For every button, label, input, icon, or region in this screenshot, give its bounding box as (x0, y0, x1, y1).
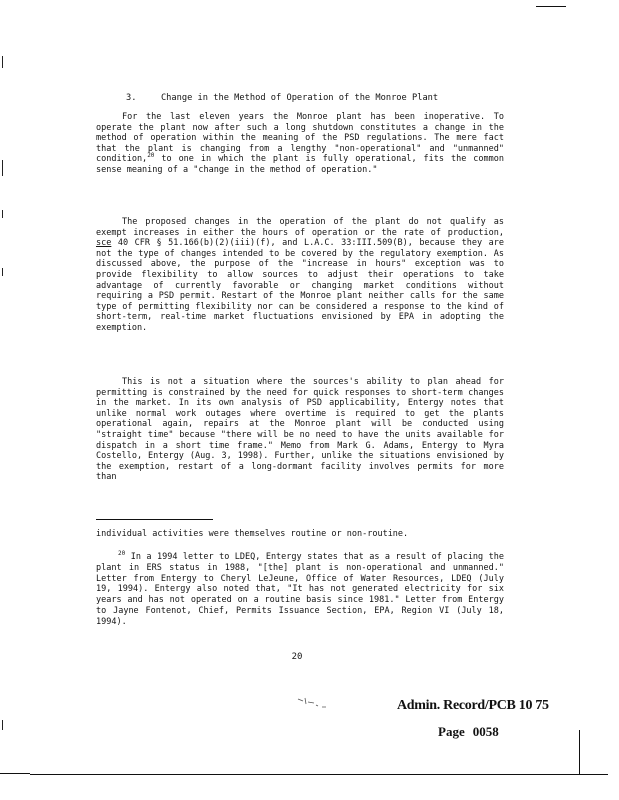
footnote-text: In a 1994 letter to LDEQ, Entergy states that as a result of placing the plant in ERS status in 1988, "[the] plant is non-operational and unmanned." Letter from Entergy to Cheryl LeJeune, Office of Water Resources, LDEQ (July 19, 1994). Entergy also noted that, "It has not generated electricity for six years and has not operated on a routine basis since 1981." Letter from Entergy to Jayne Fontenot, Chief, Permits Issuance Section, EPA, Region VI (July 18, 1994). (96, 552, 504, 627)
left-edge-mark (2, 56, 3, 68)
top-right-dash (536, 6, 566, 7)
bottom-border-line (30, 774, 608, 775)
body-paragraph (96, 112, 504, 176)
scan-artifact-icon (296, 695, 330, 711)
section-title: Change in the Method of Operation of the Monroe Plant (160, 93, 439, 103)
footnote-separator (96, 519, 213, 520)
left-edge-mark (2, 160, 3, 176)
left-edge-mark (2, 210, 3, 218)
footnote-continuation: individual activities were themselves routine or non-routine. (96, 529, 409, 539)
body-paragraph (96, 217, 504, 334)
left-edge-mark (2, 268, 3, 276)
paragraph-text: For the last eleven years the Monroe plant has been inoperative. To operate the plant now after such a long shutdown constitutes a change in the method of operation within the meaning of the PSD regulations. The mere fact that the plant is changing from a lengthy "non-operational" and "unmanned" condition, (96, 112, 504, 165)
paragraph-text: The proposed changes in the operation of the plant do not qualify as exempt increases in either the hours of operation or the rate of production, (96, 217, 504, 238)
footnote (96, 552, 504, 628)
page-number: 20 (291, 652, 303, 662)
citation-signal: sce (96, 238, 112, 249)
admin-record-stamp: Admin. Record/PCB 10 75 (397, 698, 549, 713)
stamp-page-number (438, 724, 499, 740)
paragraph-text: 40 CFR § 51.166(b)(2)(iii)(f), and L.A.C. 33:III.509(B), because they are not the type of changes intended to be covered by the regulatory exemption. As discussed above, the purpose of the "increase in hours" exception was to provide flexibility to allow sources to adjust their operations to take advantage of currently favorable or changing market conditions without requiring a PSD permit. Restart of the Monroe plant neither calls for the same type of permitting flexibility nor can be considered a response to the kind of short-term, real-time market fluctuations envisioned by EPA in adopting the exemption. (96, 238, 504, 333)
paragraph-text: This is not a situation where the sources's ability to plan ahead for permitting is constrained by the need for quick responses to short-term changes in the market. In its own analysis of PSD applicability, Entergy notes that unlike normal work outages where overtime is required to get the plants operational again, repairs at the Monroe plant will be conducted using "straight time" because "there will be no need to have the units available for dispatch in a short time frame." Memo from Mark G. Adams, Entergy to Myra Costello, Entergy (Aug. 3, 1998). Further, unlike the situations envisioned by the exemption, restart of a long-dormant facility involves permits for more than (96, 377, 504, 483)
section-number: 3. (126, 93, 137, 103)
section-heading (126, 92, 526, 104)
stamp-page-label: Page (438, 724, 465, 739)
stamp-page-value: 0058 (472, 724, 499, 739)
body-paragraph (96, 377, 504, 483)
right-border-line (579, 730, 580, 775)
paragraph-text: to one in which the plant is fully operational, fits the common sense meaning of a "change in the method of operation." (96, 154, 504, 175)
left-edge-mark (2, 720, 3, 730)
bottom-border-line (0, 773, 30, 774)
footnote-reference: 20 (147, 152, 155, 160)
footnote-number: 20 (118, 550, 126, 558)
